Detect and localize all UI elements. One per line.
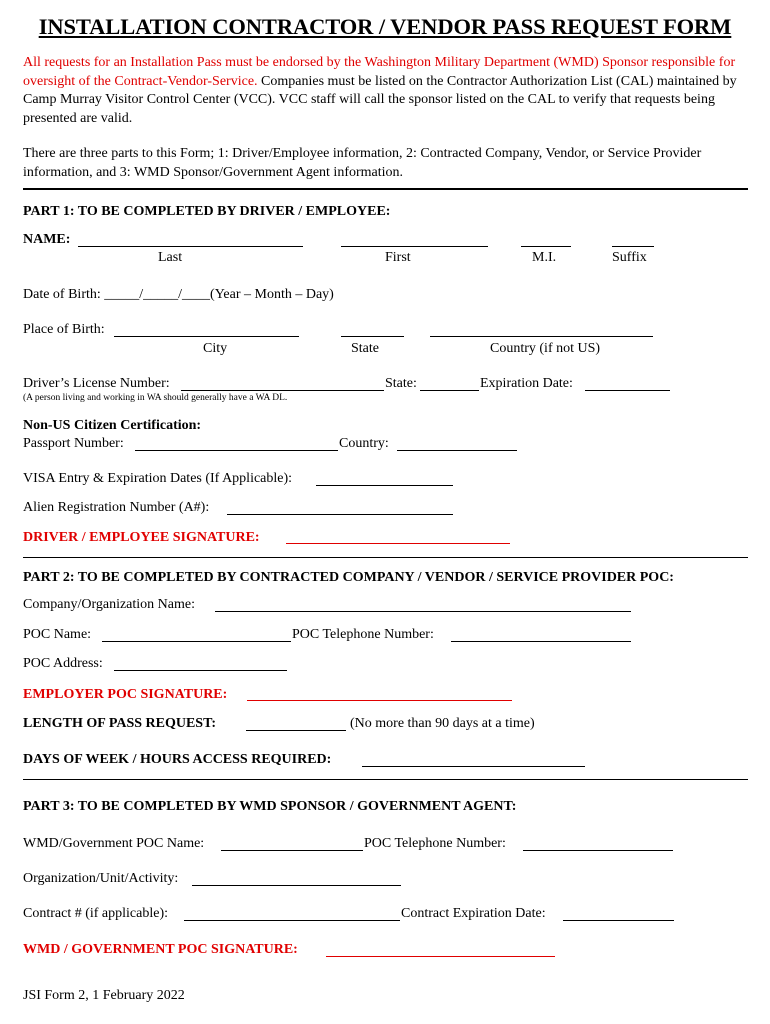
name-label: NAME:	[23, 232, 71, 247]
form-title: INSTALLATION CONTRACTOR / VENDOR PASS REQUEST FORM	[38, 14, 732, 39]
part2-heading: PART 2: TO BE COMPLETED BY CONTRACTED COMPANY / VENDOR / SERVICE PROVIDER POC:	[23, 570, 674, 585]
part1-heading: PART 1: TO BE COMPLETED BY DRIVER / EMPLOYEE:	[23, 204, 391, 219]
pob-country-field[interactable]	[430, 336, 653, 337]
contract-exp-label: Contract Expiration Date:	[401, 906, 546, 921]
pob-city-field[interactable]	[114, 336, 299, 337]
gov-poc-phone-field[interactable]	[523, 850, 673, 851]
poc-address-label: POC Address:	[23, 656, 103, 671]
mi-sublabel: M.I.	[532, 250, 557, 265]
length-label: LENGTH OF PASS REQUEST:	[23, 716, 217, 731]
gov-signature-label: WMD / GOVERNMENT POC SIGNATURE:	[23, 942, 298, 957]
poc-name-field[interactable]	[102, 641, 291, 642]
pob-label: Place of Birth:	[23, 322, 105, 337]
dl-exp-label: Expiration Date:	[480, 376, 573, 391]
last-sublabel: Last	[158, 250, 183, 265]
gov-poc-phone-label: POC Telephone Number:	[364, 836, 506, 851]
last-name-field[interactable]	[78, 246, 303, 247]
employer-signature-label: EMPLOYER POC SIGNATURE:	[23, 687, 228, 702]
dl-state-label: State:	[385, 376, 417, 391]
passport-field[interactable]	[135, 450, 338, 451]
driver-signature-label: DRIVER / EMPLOYEE SIGNATURE:	[23, 530, 260, 545]
alien-field[interactable]	[227, 514, 453, 515]
gov-poc-name-label: WMD/Government POC Name:	[23, 836, 205, 851]
days-label: DAYS OF WEEK / HOURS ACCESS REQUIRED:	[23, 752, 332, 767]
divider	[23, 188, 748, 190]
footer-form-id: JSI Form 2, 1 February 2022	[23, 988, 185, 1003]
dl-label: Driver’s License Number:	[23, 376, 170, 391]
dl-number-field[interactable]	[181, 390, 384, 391]
employer-signature-field[interactable]	[247, 700, 512, 701]
suffix-field[interactable]	[612, 246, 654, 247]
visa-label: VISA Entry & Expiration Dates (If Applicable):	[23, 471, 293, 486]
passport-country-field[interactable]	[397, 450, 517, 451]
first-sublabel: First	[385, 250, 411, 265]
passport-label: Passport Number:	[23, 436, 124, 451]
org-field[interactable]	[192, 885, 401, 886]
length-field[interactable]	[246, 730, 346, 731]
poc-address-field[interactable]	[114, 670, 287, 671]
intro-black-text: Companies must be listed on the Contractor Authorization List (CAL) maintained by Camp Murray Visitor Control Center (VCC). VCC staff will call the sponsor listed on the CAL to verify that requests being presented are valid.	[23, 73, 737, 126]
intro-red-text: All requests for an Installation Pass must be endorsed by the Washington Military Department (WMD) Sponsor responsible for oversight of the Contract-Vendor-Service.	[23, 55, 736, 89]
dob-field[interactable]: Date of Birth: _____/_____/____(Year – Month – Day)	[23, 287, 334, 302]
noncitizen-heading: Non-US Citizen Certification:	[23, 418, 202, 433]
gov-poc-name-field[interactable]	[221, 850, 363, 851]
company-label: Company/Organization Name:	[23, 597, 195, 612]
intro-paragraph	[23, 54, 748, 128]
days-field[interactable]	[362, 766, 585, 767]
contract-field[interactable]	[184, 920, 400, 921]
company-field[interactable]	[215, 611, 631, 612]
dl-exp-field[interactable]	[585, 390, 670, 391]
suffix-sublabel: Suffix	[612, 250, 647, 265]
divider	[23, 779, 748, 780]
alien-label: Alien Registration Number (A#):	[23, 500, 210, 515]
mi-field[interactable]	[521, 246, 571, 247]
first-name-field[interactable]	[341, 246, 488, 247]
part3-heading: PART 3: TO BE COMPLETED BY WMD SPONSOR / GOVERNMENT AGENT:	[23, 799, 517, 814]
dl-state-field[interactable]	[420, 390, 479, 391]
poc-phone-label: POC Telephone Number:	[292, 627, 434, 642]
pob-state-field[interactable]	[341, 336, 404, 337]
poc-name-label: POC Name:	[23, 627, 92, 642]
city-sublabel: City	[203, 341, 228, 356]
gov-signature-field[interactable]	[326, 956, 555, 957]
org-label: Organization/Unit/Activity:	[23, 871, 179, 886]
parts-paragraph: There are three parts to this Form; 1: Driver/Employee information, 2: Contracted Company, Vendor, or Service Provider information, and 3: WMD Sponsor/Government Agent information.	[23, 146, 702, 180]
contract-label: Contract # (if applicable):	[23, 906, 168, 921]
length-note: (No more than 90 days at a time)	[350, 716, 535, 731]
divider	[23, 557, 748, 558]
poc-phone-field[interactable]	[451, 641, 631, 642]
state-sublabel: State	[351, 341, 379, 356]
country-sublabel: Country (if not US)	[490, 341, 601, 356]
driver-signature-field[interactable]	[286, 543, 510, 544]
visa-field[interactable]	[316, 485, 453, 486]
dl-note: (A person living and working in WA should generally have a WA DL.	[23, 393, 288, 403]
passport-country-label: Country:	[339, 436, 389, 451]
contract-exp-field[interactable]	[563, 920, 674, 921]
